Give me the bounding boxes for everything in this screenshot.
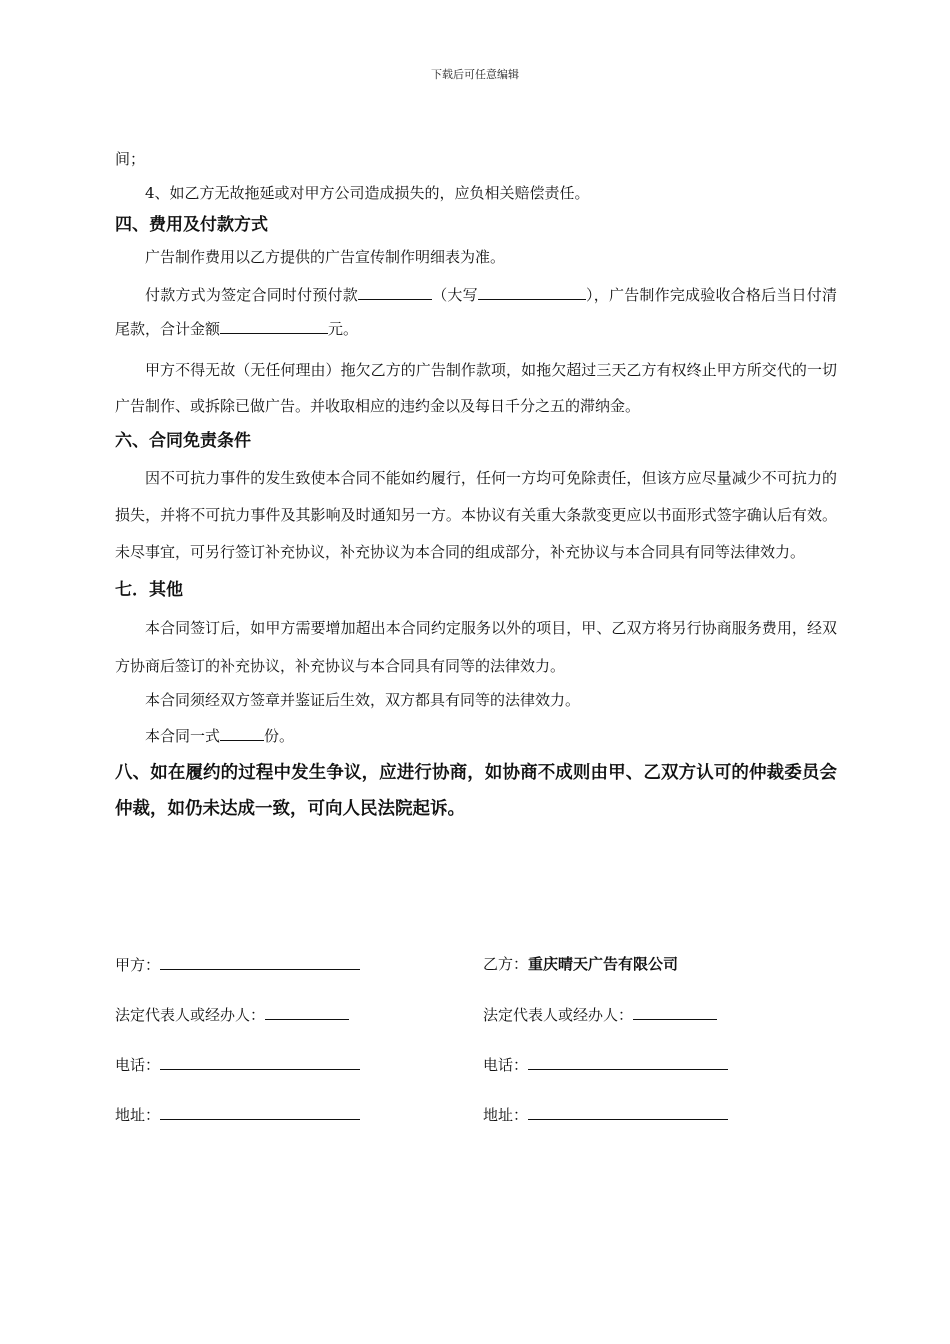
party-b-phone-blank <box>528 1053 728 1070</box>
party-b-address <box>483 1103 728 1125</box>
contract-body <box>115 146 837 827</box>
party-b-address-label: 地址： <box>483 1106 529 1124</box>
party-a-phone <box>115 1053 360 1075</box>
amount-words-blank <box>478 285 586 300</box>
signature-row-representative <box>115 1003 837 1053</box>
page-header-note: 下载后可任意编辑 <box>431 68 519 81</box>
section-heading-exemption: 六、合同免责条件 <box>115 431 251 451</box>
party-b-rep-label: 法定代表人或经办人： <box>483 1006 634 1024</box>
section-heading-fees: 四、费用及付款方式 <box>115 215 268 235</box>
party-b-representative <box>483 1003 717 1025</box>
party-a-label: 甲方： <box>115 956 161 974</box>
party-b-name: 重庆晴天广告有限公司 <box>528 955 679 973</box>
copies-text-1: 本合同一式 <box>145 727 221 745</box>
party-b-phone-label: 电话： <box>483 1056 529 1074</box>
clause-4: 4、如乙方无故拖延或对甲方公司造成损失的，应负相关赔偿责任。 <box>145 184 590 202</box>
signature-row-address <box>115 1103 837 1153</box>
party-a-rep-blank <box>265 1003 349 1020</box>
party-b-rep-blank <box>633 1003 717 1020</box>
paragraph-fee-basis: 广告制作费用以乙方提供的广告宣传制作明细表为准。 <box>145 248 506 266</box>
prepayment-blank <box>358 285 432 300</box>
signature-block <box>115 953 837 1153</box>
signature-row-phone <box>115 1053 837 1103</box>
party-b-phone <box>483 1053 728 1075</box>
payment-text-2: （大写 <box>431 286 478 304</box>
paragraph-copies <box>115 723 837 749</box>
total-amount-blank <box>220 319 328 334</box>
payment-text-4: 元。 <box>328 320 359 338</box>
party-a-address-label: 地址： <box>115 1106 161 1124</box>
party-a <box>115 953 360 975</box>
party-a-rep-label: 法定代表人或经办人： <box>115 1006 266 1024</box>
copies-text-2: 份。 <box>264 727 295 745</box>
party-b-address-blank <box>528 1103 728 1120</box>
payment-text-3: ），广告制作完成验收合格后当日付清尾款，合计金额 <box>115 286 837 338</box>
paragraph-late-payment: 甲方不得无故（无任何理由）拖欠乙方的广告制作款项，如拖欠超过三天乙方有权终止甲方所交代的一切广告制作、或拆除已做广告。并收取相应的违约金以及每日千分之五的滞纳金。 <box>115 361 837 415</box>
party-b-label: 乙方： <box>483 955 529 973</box>
paragraph-continuation: 间； <box>115 150 146 168</box>
paragraph-other-1: 本合同签订后，如甲方需要增加超出本合同约定服务以外的项目，甲、乙双方将另行协商服务费用，经双方协商后签订的补充协议，补充协议与本合同具有同等的法律效力。 <box>115 619 837 675</box>
payment-text-1: 付款方式为签定合同时付预付款 <box>145 286 358 304</box>
party-a-address <box>115 1103 360 1125</box>
signature-row-party <box>115 953 837 1003</box>
party-a-phone-label: 电话： <box>115 1056 161 1074</box>
paragraph-other-2: 本合同须经双方签章并鉴证后生效，双方都具有同等的法律效力。 <box>145 691 581 709</box>
party-b <box>483 953 678 974</box>
paragraph-payment <box>115 278 837 346</box>
section-heading-other: 七．其他 <box>115 580 183 600</box>
party-a-phone-blank <box>160 1053 360 1070</box>
paragraph-force-majeure: 因不可抗力事件的发生致使本合同不能如约履行，任何一方均可免除责任，但该方应尽量减少不可抗力的损失，并将不可抗力事件及其影响及时通知另一方。本协议有关重大条款变更应以书面形式签字确认后有效。未尽事宜，可另行签订补充协议，补充协议为本合同的组成部分，补充协议与本合同具有同等法律效力。 <box>115 469 837 561</box>
copies-count-blank <box>220 726 264 741</box>
party-a-representative <box>115 1003 349 1025</box>
party-a-address-blank <box>160 1103 360 1120</box>
section-heading-dispute: 八、如在履约的过程中发生争议，应进行协商，如协商不成则由甲、乙双方认可的仲裁委员会仲裁，如仍未达成一致，可向人民法院起诉。 <box>115 763 837 819</box>
party-a-blank <box>160 953 360 970</box>
